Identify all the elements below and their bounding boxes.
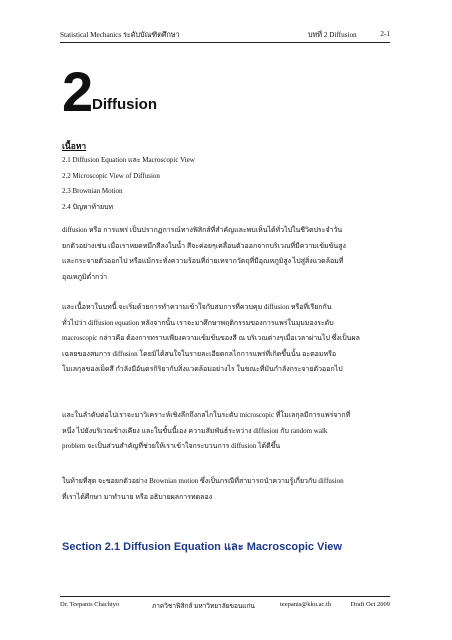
chapter-heading — [62, 60, 157, 124]
contents-item: 2.2 Microscopic View of Diffusion — [62, 171, 160, 180]
intro-paragraph — [62, 223, 392, 285]
text-line: อุณหภูมิต่ำกว่า — [62, 272, 108, 281]
text-line: และเนื้อหาในบทนี้ จะเริ่มด้วยการทำความเข้าใจกับสมการที่ควบคุม diffusion หรือที่เรียกกัน — [62, 303, 332, 311]
brownian-paragraph — [62, 474, 392, 505]
text-line: เฉลยของสมการ diffusion โดยมิได้สนใจในรายละเอียดกลไกการแพร่ที่เกิดขึ้นนั้น อะตอมหรือ — [62, 349, 337, 358]
text-line: macroscopic กล่าวคือ ต้องการทราบเพียงความเข้มข้นของสี ณ บริเวณต่างๆเมื่อเวลาผ่านไป ซึ่งเป็นผล — [62, 334, 360, 342]
text-line: problem จะเป็นส่วนสำคัญที่ช่วยให้เราเข้าใจกระบวนการ diffusion ได้ดีขึ้น — [62, 442, 281, 450]
chapter-number: 2 — [62, 60, 92, 123]
contents-item: 2.4 ปัญหาท้ายบท — [62, 202, 114, 211]
text-line: หนึ่ง ไปยังบริเวณข้างเคียง และในขั้นนี้เอง ความสัมพันธ์ระหว่าง diffusion กับ random walk — [62, 426, 328, 435]
header-divider — [60, 42, 390, 43]
section-heading: Section 2.1 Diffusion Equation และ Macroscopic View — [62, 541, 342, 553]
text-line: ที่เราได้ศึกษา มาทำนาย หรือ อธิบายผลการทดลอง — [62, 492, 213, 501]
footer-author: Dr. Teepanis Chachiyo — [60, 601, 120, 608]
footer-email: teepanis@kku.ac.th — [280, 601, 332, 608]
overview-paragraph — [62, 300, 392, 378]
text-line: และกระจายตัวออกไป หรือแม้กระทั่งความร้อนที่ถ่ายเทจากวัตถุที่มีอุณหภูมิสูง ไปสู่สิ่งแวดล้อมที่ — [62, 257, 344, 265]
text-line: โมเลกุลของเม็ดสี กำลังมีอันตรกิริยากับสิ่งแวดล้อมอย่างไร ในขณะที่มันกำลังกระจายตัวออกไป — [62, 365, 343, 373]
footer-draft-date: Draft Oct 2009 — [350, 601, 390, 608]
contents-heading: เนื้อหา — [62, 141, 87, 151]
text-line: ในท้ายที่สุด จะขอยกตัวอย่าง Brownian motion ซึ่งเป็นกรณีที่สามารถนำความรู้เกี่ยวกับ diffusion — [62, 477, 344, 485]
header-course-title: Statistical Mechanics ระดับบัณฑิตศึกษา — [60, 31, 180, 39]
footer-divider — [60, 596, 390, 597]
text-line: และในลำดับต่อไปเราจะมาวิเคราะห์เชิงลึกถึงกลไกในระดับ microscopic ที่โมเลกุลมีการแพร่จากที่ — [62, 411, 351, 419]
text-line: diffusion หรือ การแพร่ เป็นปรากฏการณ์ทางฟิสิกส์ที่สำคัญและพบเห็นได้ทั่วไปในชีวิตประจำวัน — [62, 226, 343, 234]
contents-item: 2.1 Diffusion Equation และ Macroscopic View — [62, 156, 195, 164]
page-header — [60, 30, 390, 42]
chapter-title: Diffusion — [92, 96, 157, 113]
footer-department: ภาควิชาฟิสิกส์ มหาวิทยาลัยขอนแก่น — [152, 603, 255, 610]
header-chapter-label: บทที่ 2 Diffusion — [308, 31, 357, 39]
contents-list — [62, 156, 195, 218]
microscopic-paragraph — [62, 408, 392, 455]
text-line: ยกตัวอย่างเช่น เมื่อเราหยดหมึกสีลงในน้ำ สีจะค่อยๆเคลื่อนตัวออกจากบริเวณที่มีความเข้มข้นสูง — [62, 241, 346, 250]
header-page-number: 2-1 — [380, 30, 390, 38]
text-line: ทั่วไปว่า diffusion equation หลังจากนั้น เราจะมาศึกษาพฤติกรรมของการแพร่ในมุมมองระดับ — [62, 318, 334, 327]
contents-item: 2.3 Brownian Motion — [62, 187, 123, 195]
